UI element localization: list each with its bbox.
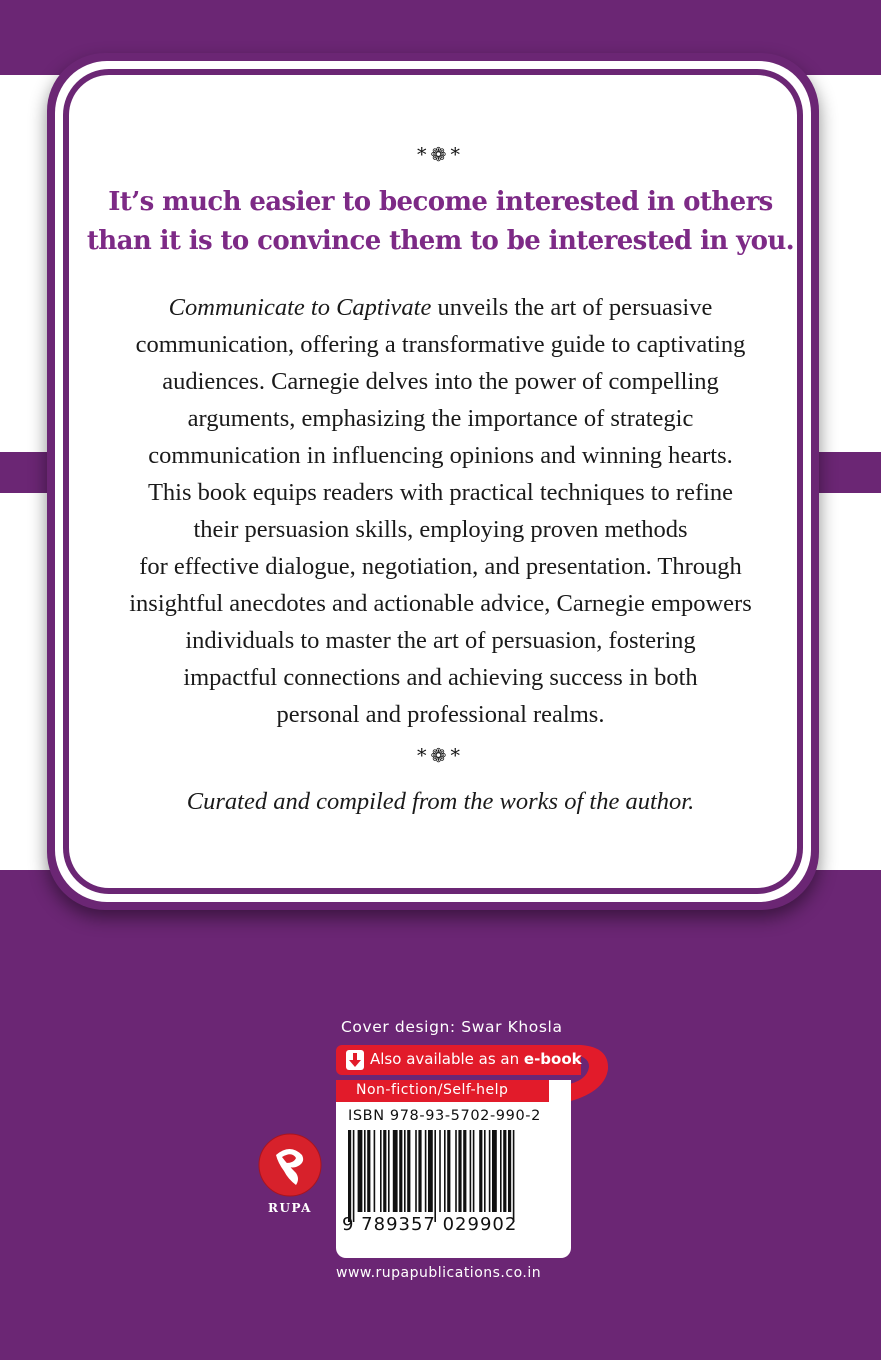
barcode <box>348 1130 560 1222</box>
description-line: personal and professional realms. <box>276 701 605 728</box>
barcode-bar <box>374 1130 376 1212</box>
isbn-label: ISBN 978-93-5702-990-2 <box>348 1108 541 1124</box>
description-line: individuals to master the art of persuasion, fostering <box>185 627 696 654</box>
rupa-logo-text: RUPA <box>268 1201 312 1215</box>
barcode-bar <box>492 1130 497 1212</box>
barcode-bar <box>388 1130 390 1212</box>
barcode-bar <box>418 1130 421 1212</box>
description-line: insightful anecdotes and actionable advice, Carnegie empowers <box>129 590 752 617</box>
barcode-bar <box>399 1130 402 1212</box>
ornament-bottom: *❁* <box>417 745 464 767</box>
description-line: This book equips readers with practical techniques to refine <box>147 479 734 506</box>
barcode-bar <box>508 1130 511 1212</box>
barcode-bar <box>447 1130 450 1212</box>
book-description <box>90 289 791 733</box>
barcode-bar <box>434 1130 436 1222</box>
barcode-bar <box>439 1130 441 1212</box>
genre-label: Non-fiction/Self-help <box>356 1082 509 1098</box>
description-line: audiences. Carnegie delves into the power of compelling <box>162 368 719 395</box>
description-line: their persuasion skills, employing proven methods <box>193 516 688 543</box>
genre-bar <box>336 1080 549 1102</box>
ebook-highlight: e-book <box>523 1050 582 1068</box>
barcode-bar <box>470 1130 472 1212</box>
barcode-bar <box>503 1130 506 1212</box>
book-title: Communicate to Captivate <box>168 294 432 321</box>
cover-design-credit: Cover design: Swar Khosla <box>341 1018 563 1036</box>
barcode-digits: 9 789357 029902 <box>342 1214 518 1235</box>
barcode-bar <box>367 1130 370 1212</box>
description-line: communication in influencing opinions and winning hearts. <box>148 442 733 469</box>
barcode-bar <box>513 1130 515 1222</box>
ebook-banner <box>336 1045 581 1075</box>
rupa-logo <box>258 1133 322 1197</box>
barcode-bar <box>484 1130 486 1212</box>
description-line: arguments, emphasizing the importance of strategic <box>187 405 694 432</box>
headline-line-2: than it is to convince them to be interested in you. <box>86 226 795 256</box>
headline-line-1: It’s much easier to become interested in others <box>108 187 773 217</box>
barcode-bar <box>358 1130 363 1212</box>
description-line: for effective dialogue, negotiation, and presentation. Through <box>139 553 742 580</box>
download-icon <box>346 1050 364 1070</box>
credit-line: Curated and compiled from the works of the author. <box>186 788 695 815</box>
barcode-panel <box>336 1080 571 1258</box>
barcode-bar <box>500 1130 502 1212</box>
barcode-bar <box>380 1130 382 1212</box>
barcode-bar <box>489 1130 491 1212</box>
barcode-bar <box>455 1130 457 1212</box>
ornament-top: *❁* <box>417 144 464 166</box>
headline-quote <box>70 183 811 261</box>
barcode-bar <box>348 1130 351 1222</box>
barcode-bar <box>444 1130 446 1212</box>
barcode-bar <box>364 1130 366 1212</box>
barcode-bar <box>473 1130 475 1212</box>
barcode-bar <box>479 1130 482 1212</box>
barcode-bar <box>393 1130 398 1212</box>
website-url: www.rupapublications.co.in <box>336 1265 542 1281</box>
barcode-bar <box>463 1130 466 1212</box>
description-line: Communicate to Captivate unveils the art of persuasive <box>168 294 713 321</box>
barcode-bar <box>458 1130 461 1212</box>
barcode-bar <box>415 1130 417 1212</box>
barcode-bar <box>407 1130 410 1212</box>
barcode-bar <box>425 1130 427 1212</box>
barcode-bar <box>428 1130 433 1212</box>
barcode-bar <box>383 1130 386 1212</box>
barcode-bar <box>404 1130 406 1212</box>
description-line: impactful connections and achieving success in both <box>183 664 698 691</box>
ebook-label: Also available as an e-book <box>370 1050 582 1068</box>
barcode-bar <box>353 1130 355 1222</box>
description-line: communication, offering a transformative guide to captivating <box>135 331 746 358</box>
